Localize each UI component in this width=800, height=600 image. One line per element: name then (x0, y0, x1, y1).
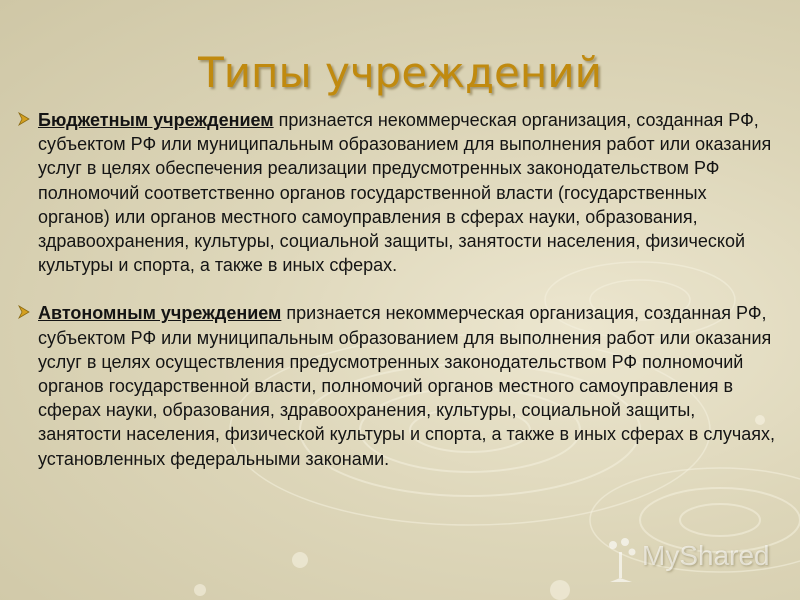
arrow-bullet-icon (16, 304, 32, 320)
bullet-term: Автономным учреждением (38, 303, 282, 324)
bullet-term: Бюджетным учреждением (38, 110, 274, 130)
arrow-bullet-icon (16, 111, 32, 127)
bullet-text: признается некоммерческая организация, созданная РФ, субъектом РФ или муниципальным образованием для выполнения работ или оказания услуг в целях осуществления предусмотренных законодательством РФ полномочий органов государственной власти, полномочий органов местного самоуправления в сферах науки, образования, здравоохранения, культуры, социальной защиты, занятости населения, физической культуры и спорта, а также в иных сферах в случаях, установленных федеральными законами. (38, 303, 775, 469)
slide-title: Типы учреждений (198, 48, 602, 97)
bullet-list (16, 108, 776, 471)
bullet-item-budget (16, 108, 776, 277)
bullet-text: признается некоммерческая организация, созданная РФ, субъектом РФ или муниципальным образованием для выполнения работ или оказания услуг в целях обеспечения реализации предусмотренных законодательством РФ полномочий соответственно органов государственной власти (государственных органов) или органов местного самоуправления в сферах науки, образования, здравоохранения, культуры, социальной защиты, занятости населения, физической культуры и спорта, а также в иных сферах. (38, 110, 772, 276)
bullet-item-autonomous (16, 301, 776, 470)
watermark-text: MyShared (642, 539, 770, 571)
watermark-logo (610, 538, 770, 572)
